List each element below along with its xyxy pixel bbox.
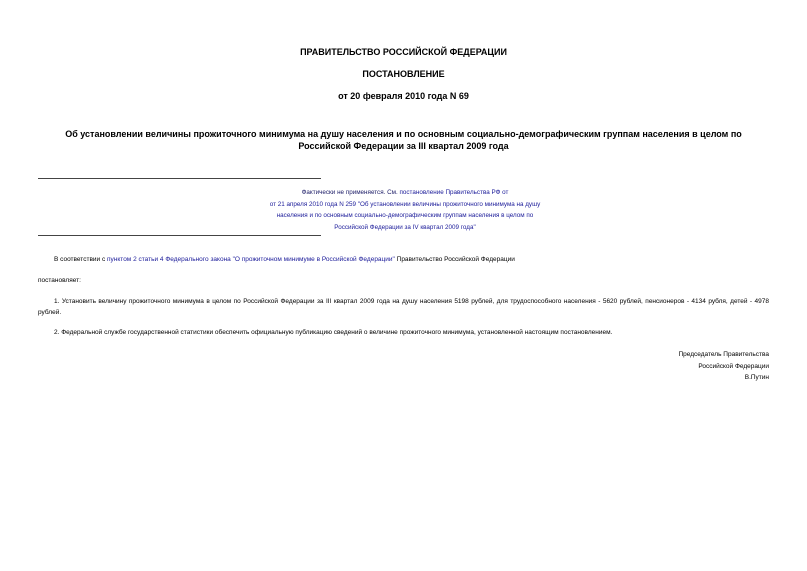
document-date: от 20 февраля 2010 года N 69 (338, 91, 469, 101)
document-title: Об установлении величины прожиточного минимума на душу населения и по основным социально-демографическим группам населения в целом по Российской Федерации за III квартал 2009 года (65, 129, 742, 151)
signature-name: В.Путин (744, 374, 769, 381)
divider-top (38, 178, 321, 179)
document-type: ПОСТАНОВЛЕНИЕ (362, 69, 445, 79)
item-1: 1. Установить величину прожиточного минимума в целом по Российской Федерации за III квартал 2009 года на душу населения 5198 рублей, для трудоспособного населения - 5620 рублей, пенсионеров - 4134 рубля, детей - 4978 рублей. (38, 298, 769, 316)
status-note-link[interactable]: постановление Правительства РФ от (399, 189, 509, 196)
signature-country: Российской Федерации (698, 362, 769, 370)
divider-bottom (38, 235, 321, 236)
government-heading: ПРАВИТЕЛЬСТВО РОССИЙСКОЙ ФЕДЕРАЦИИ (300, 47, 507, 57)
intro-text: В соответствии с (54, 256, 108, 263)
status-note (260, 187, 550, 233)
intro-suffix: Правительство Российской Федерации (394, 256, 515, 263)
signature-block (678, 349, 769, 384)
status-note-text: Фактически не применяется. См. (301, 189, 400, 196)
intro-paragraph (38, 254, 769, 265)
signature-position: Председатель Правительства (678, 351, 769, 358)
decides-label: постановляет: (38, 277, 81, 284)
law-title-link[interactable]: "О прожиточном минимуме в Российской Федерации" (232, 256, 395, 263)
status-note-link-detail[interactable]: от 21 апреля 2010 года N 259 "Об установлении величины прожиточного минимума на душу населения и по основным социально-демографическим группам населения в целом по Российской Федерации за IV квартал 2009 года" (269, 200, 541, 231)
item-2: 2. Федеральной службе государственной статистики обеспечить официальную публикацию сведений о величине прожиточного минимума, установленной настоящим постановлением. (54, 329, 613, 336)
law-article-link[interactable]: пунктом 2 статьи 4 Федерального закона (107, 256, 231, 263)
